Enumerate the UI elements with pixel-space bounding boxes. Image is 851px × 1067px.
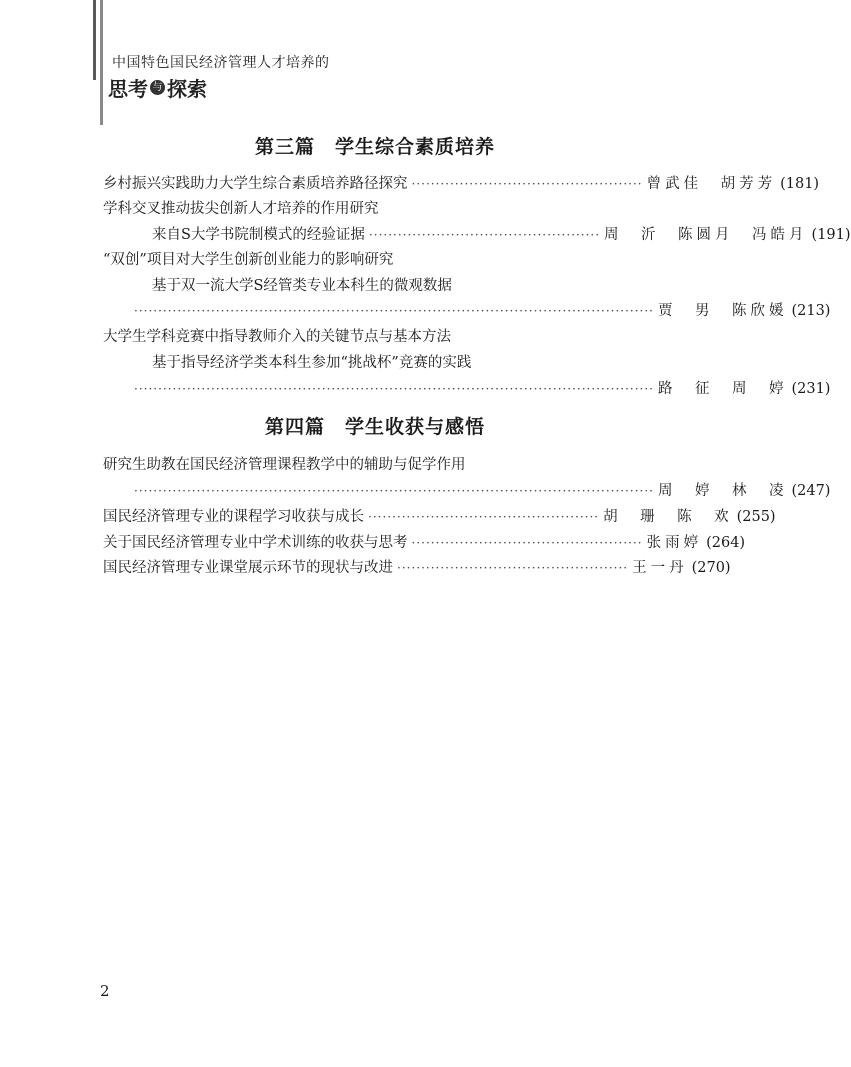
toc-entry-subline[interactable] — [152, 225, 851, 245]
toc-entry[interactable] — [103, 199, 648, 219]
toc-entry-subline — [152, 353, 648, 373]
toc-entry-title: 学科交叉推动拔尖创新人才培养的作用研究 — [103, 201, 379, 217]
toc-entry-subline — [152, 276, 648, 296]
toc-entry-title: 关于国民经济管理专业中学术训练的收获与思考 — [103, 535, 408, 551]
toc-entry-page: (264) — [706, 535, 746, 551]
toc-entry-authorline[interactable] — [130, 379, 831, 399]
header-bar-light — [100, 0, 103, 125]
toc-entry-subtitle: 基于指导经济学类本科生参加“挑战杯”竞赛的实践 — [152, 355, 472, 371]
toc-entry-authors: 曾武佳 胡芳芳 — [646, 176, 777, 192]
toc-entry-authorline[interactable] — [130, 481, 831, 501]
toc-entry[interactable] — [103, 327, 648, 347]
toc-entry-authors: 周 婷 林 凌 — [657, 483, 788, 499]
book-title-line2 — [108, 73, 207, 102]
toc-entry-authors: 贾 男 陈欣媛 — [657, 303, 788, 319]
toc-leader-dots: ················································ — [397, 561, 629, 575]
book-title-line1: 中国特色国民经济管理人才培养的 — [112, 55, 330, 71]
toc-entry-page: (247) — [791, 483, 831, 499]
header-bar-dark — [93, 0, 96, 80]
toc-entry-page: (213) — [791, 303, 831, 319]
toc-entry-title: 研究生助教在国民经济管理课程教学中的辅助与促学作用 — [103, 457, 466, 473]
toc-entry-page: (270) — [691, 560, 731, 576]
toc-entry-page: (231) — [791, 381, 831, 397]
toc-entry-title: “双创”项目对大学生创新创业能力的影响研究 — [103, 252, 394, 268]
toc-entry-authorline[interactable] — [130, 301, 831, 321]
toc-entry-authors: 张雨婷 — [646, 535, 703, 551]
toc-entry[interactable] — [103, 455, 648, 475]
toc-leader-dots: ············································································································ — [134, 484, 654, 498]
toc-leader-dots: ················································ — [411, 177, 643, 191]
book-title-part-b: 探索 — [167, 77, 207, 101]
section-title: 第三篇 学生综合素质培养 — [254, 136, 495, 158]
toc-entry[interactable] — [103, 558, 731, 578]
toc-entry-authors: 周 沂 陈圆月 冯皓月 — [604, 227, 808, 243]
toc-entry-title: 乡村振兴实践助力大学生综合素质培养路径探究 — [103, 176, 408, 192]
toc-entry-authors: 王一丹 — [632, 560, 688, 576]
toc-entry[interactable] — [103, 533, 746, 553]
toc-leader-dots: ················································ — [368, 510, 600, 524]
toc-entry-authors: 胡 珊 陈 欢 — [603, 509, 733, 525]
toc-entry-title: 大学生学科竞赛中指导教师介入的关键节点与基本方法 — [103, 329, 451, 345]
toc-entry[interactable] — [103, 507, 776, 527]
toc-entry-page: (255) — [736, 509, 776, 525]
toc-leader-dots: ············································································································ — [134, 304, 654, 318]
page-number: 2 — [100, 982, 110, 1000]
toc-leader-dots: ················································ — [411, 536, 643, 550]
toc-entry[interactable] — [103, 174, 820, 194]
toc-entry[interactable] — [103, 250, 648, 270]
toc-entry-title: 国民经济管理专业的课程学习收获与成长 — [103, 509, 364, 525]
toc-entry-title: 国民经济管理专业课堂展示环节的现状与改进 — [103, 560, 393, 576]
toc-entry-page: (181) — [780, 176, 820, 192]
section-title: 第四篇 学生收获与感悟 — [264, 416, 485, 438]
toc-leader-dots: ················································ — [368, 228, 601, 242]
toc-entry-authors: 路 征 周 婷 — [657, 381, 788, 397]
book-title-part-a: 思考 — [108, 77, 148, 101]
toc-leader-dots: ············································································································ — [134, 382, 654, 396]
toc-entry-subtitle: 基于双一流大学S经管类专业本科生的微观数据 — [152, 278, 452, 294]
toc-entry-page: (191) — [811, 227, 851, 243]
book-title-badge: 与 — [150, 80, 165, 95]
toc-entry-subtitle: 来自S大学书院制模式的经验证据 — [152, 227, 365, 243]
